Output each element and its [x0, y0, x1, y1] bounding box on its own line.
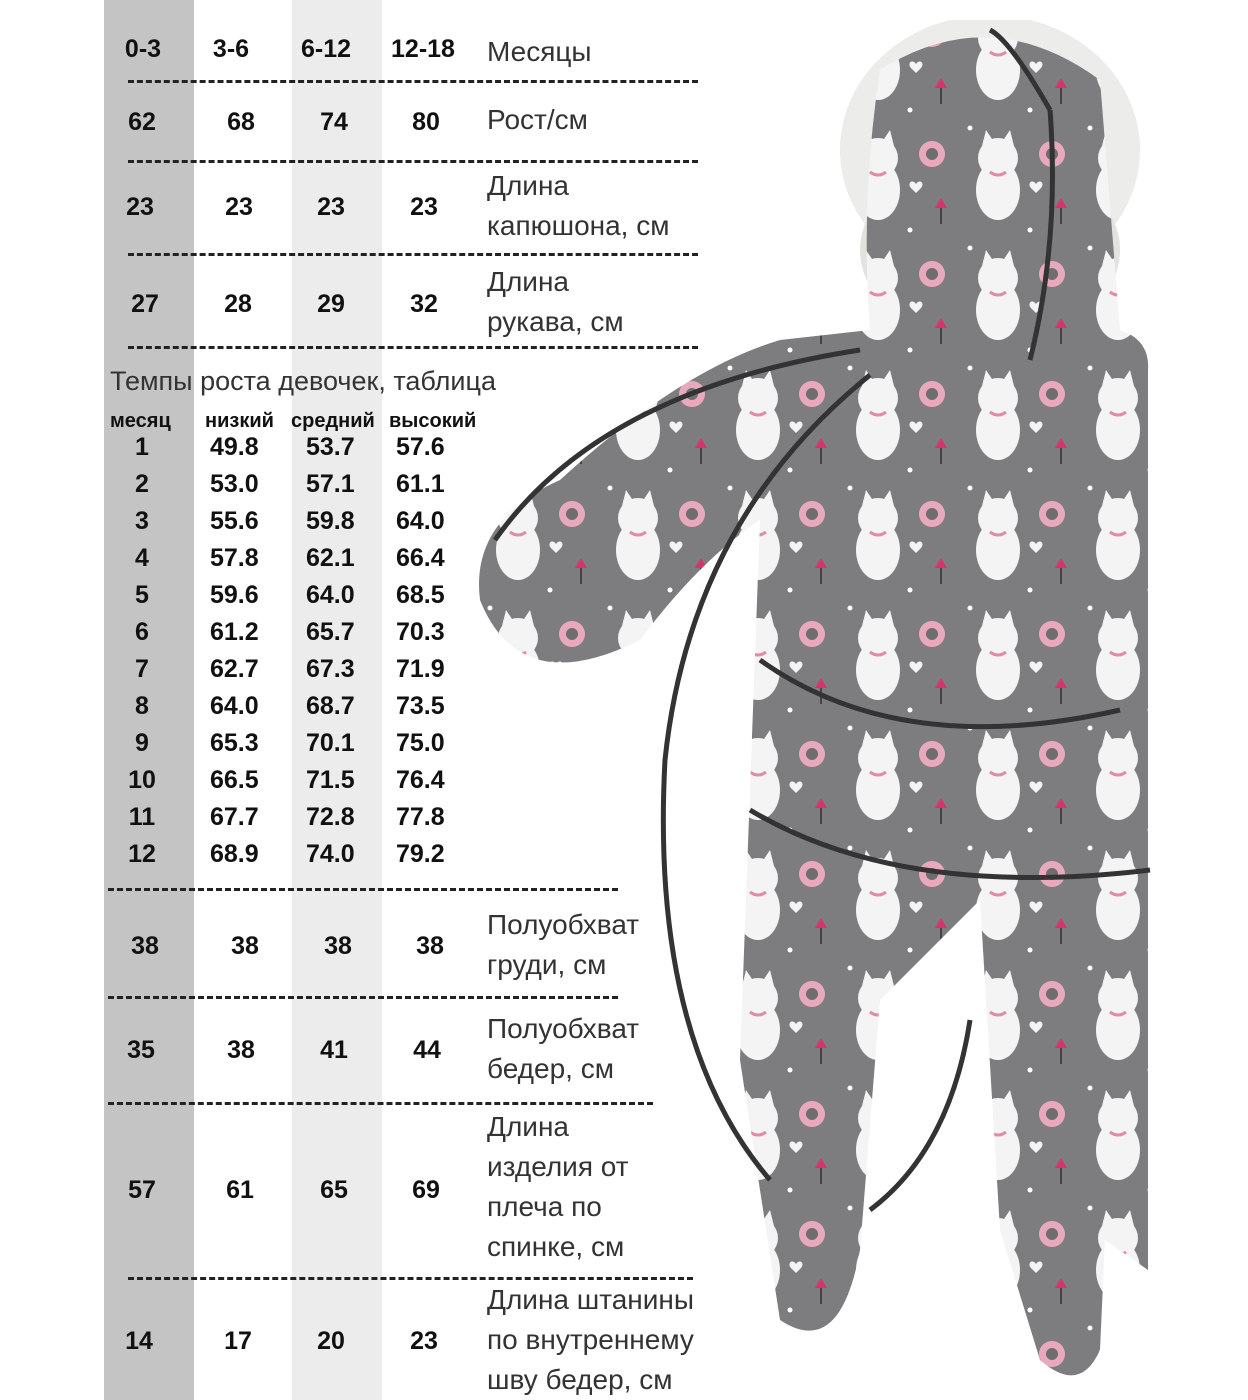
growth-value-cell: 59.6: [210, 581, 259, 609]
size-row-label: Длина капюшона, см: [487, 170, 670, 241]
size-value: 14: [125, 1327, 153, 1355]
size-value: 38: [231, 932, 259, 960]
size-value: 80: [412, 108, 440, 136]
growth-value-cell: 66.5: [210, 766, 259, 794]
growth-value-cell: 73.5: [396, 692, 445, 720]
size-value: 17: [224, 1327, 252, 1355]
size-value: 38: [227, 1036, 255, 1064]
size-value: 32: [410, 290, 438, 318]
growth-month-cell: 8: [135, 692, 149, 720]
growth-table-title: Темпы роста девочек, таблица: [110, 366, 496, 396]
size-value: 12-18: [391, 35, 455, 63]
growth-value-cell: 68.7: [306, 692, 355, 720]
growth-value-cell: 57.8: [210, 544, 259, 572]
size-value: 28: [224, 290, 252, 318]
growth-value-cell: 70.3: [396, 618, 445, 646]
size-value: 74: [320, 108, 348, 136]
size-row-label: Длина штанины по внутреннему шву бедер, см: [487, 1284, 694, 1395]
size-row-label: Длина изделия от плеча по спинке, см: [487, 1111, 629, 1262]
size-value: 29: [317, 290, 345, 318]
growth-value-cell: 53.0: [210, 470, 259, 498]
growth-value-cell: 76.4: [396, 766, 445, 794]
size-value: 20: [317, 1327, 345, 1355]
growth-month-cell: 7: [135, 655, 149, 683]
size-value: 35: [127, 1036, 155, 1064]
size-value: 3-6: [212, 35, 250, 63]
growth-header-high: высокий: [389, 410, 477, 432]
growth-value-cell: 71.9: [396, 655, 445, 683]
size-value: 61: [226, 1176, 254, 1204]
growth-value-cell: 72.8: [306, 803, 355, 831]
growth-value-cell: 77.8: [396, 803, 445, 831]
size-row-label: Полуобхват груди, см: [487, 909, 640, 980]
size-value: 38: [416, 932, 444, 960]
size-value: 0-3: [124, 35, 162, 63]
size-value: 62: [128, 108, 156, 136]
growth-value-cell: 75.0: [396, 729, 445, 757]
size-value: 38: [131, 932, 159, 960]
size-value: 6-12: [300, 35, 352, 63]
growth-value-cell: 71.5: [306, 766, 355, 794]
size-value: 27: [131, 290, 159, 318]
growth-value-cell: 49.8: [210, 433, 259, 461]
size-value: 69: [412, 1176, 440, 1204]
growth-value-cell: 57.6: [396, 433, 445, 461]
size-value: 65: [320, 1176, 348, 1204]
growth-month-cell: 9: [135, 729, 149, 757]
growth-month-cell: 3: [135, 507, 149, 535]
size-value: 44: [413, 1036, 441, 1064]
size-value: 68: [227, 108, 255, 136]
size-value: 38: [324, 932, 352, 960]
growth-header-low: низкий: [205, 410, 274, 432]
growth-value-cell: 79.2: [396, 840, 445, 868]
growth-value-cell: 68.5: [396, 581, 445, 609]
growth-value-cell: 65.7: [306, 618, 355, 646]
growth-value-cell: 59.8: [306, 507, 355, 535]
size-row-label: Длина рукава, см: [487, 266, 624, 337]
size-row-label: Полуобхват бедер, см: [487, 1013, 640, 1084]
growth-month-cell: 1: [135, 433, 149, 461]
growth-value-cell: 61.2: [210, 618, 259, 646]
growth-value-cell: 57.1: [306, 470, 355, 498]
growth-header-month: месяц: [110, 410, 171, 432]
growth-value-cell: 64.0: [396, 507, 445, 535]
growth-value-cell: 62.1: [306, 544, 355, 572]
growth-header-mid: средний: [291, 410, 375, 432]
growth-month-cell: 5: [135, 581, 149, 609]
snowsuit-illustration: [460, 20, 1160, 1400]
growth-value-cell: 67.7: [210, 803, 259, 831]
growth-month-cell: 12: [128, 840, 156, 868]
growth-value-cell: 55.6: [210, 507, 259, 535]
growth-value-cell: 66.4: [396, 544, 445, 572]
size-value: 23: [317, 193, 345, 221]
size-value: 23: [225, 193, 253, 221]
growth-month-cell: 10: [128, 766, 156, 794]
growth-value-cell: 65.3: [210, 729, 259, 757]
growth-value-cell: 64.0: [210, 692, 259, 720]
growth-month-cell: 11: [128, 803, 156, 831]
growth-month-cell: 6: [135, 618, 149, 646]
growth-value-cell: 67.3: [306, 655, 355, 683]
growth-value-cell: 68.9: [210, 840, 259, 868]
growth-value-cell: 64.0: [306, 581, 355, 609]
growth-month-cell: 4: [135, 544, 149, 572]
size-value: 23: [410, 193, 438, 221]
growth-value-cell: 53.7: [306, 433, 355, 461]
size-row-label: Рост/см: [487, 104, 588, 135]
growth-value-cell: 61.1: [396, 470, 445, 498]
size-row-label: Месяцы: [487, 36, 592, 67]
size-value: 23: [126, 193, 154, 221]
growth-value-cell: 70.1: [306, 729, 355, 757]
growth-value-cell: 62.7: [210, 655, 259, 683]
growth-month-cell: 2: [135, 470, 149, 498]
growth-value-cell: 74.0: [306, 840, 355, 868]
size-value: 23: [410, 1327, 438, 1355]
size-value: 41: [320, 1036, 348, 1064]
size-value: 57: [128, 1176, 156, 1204]
